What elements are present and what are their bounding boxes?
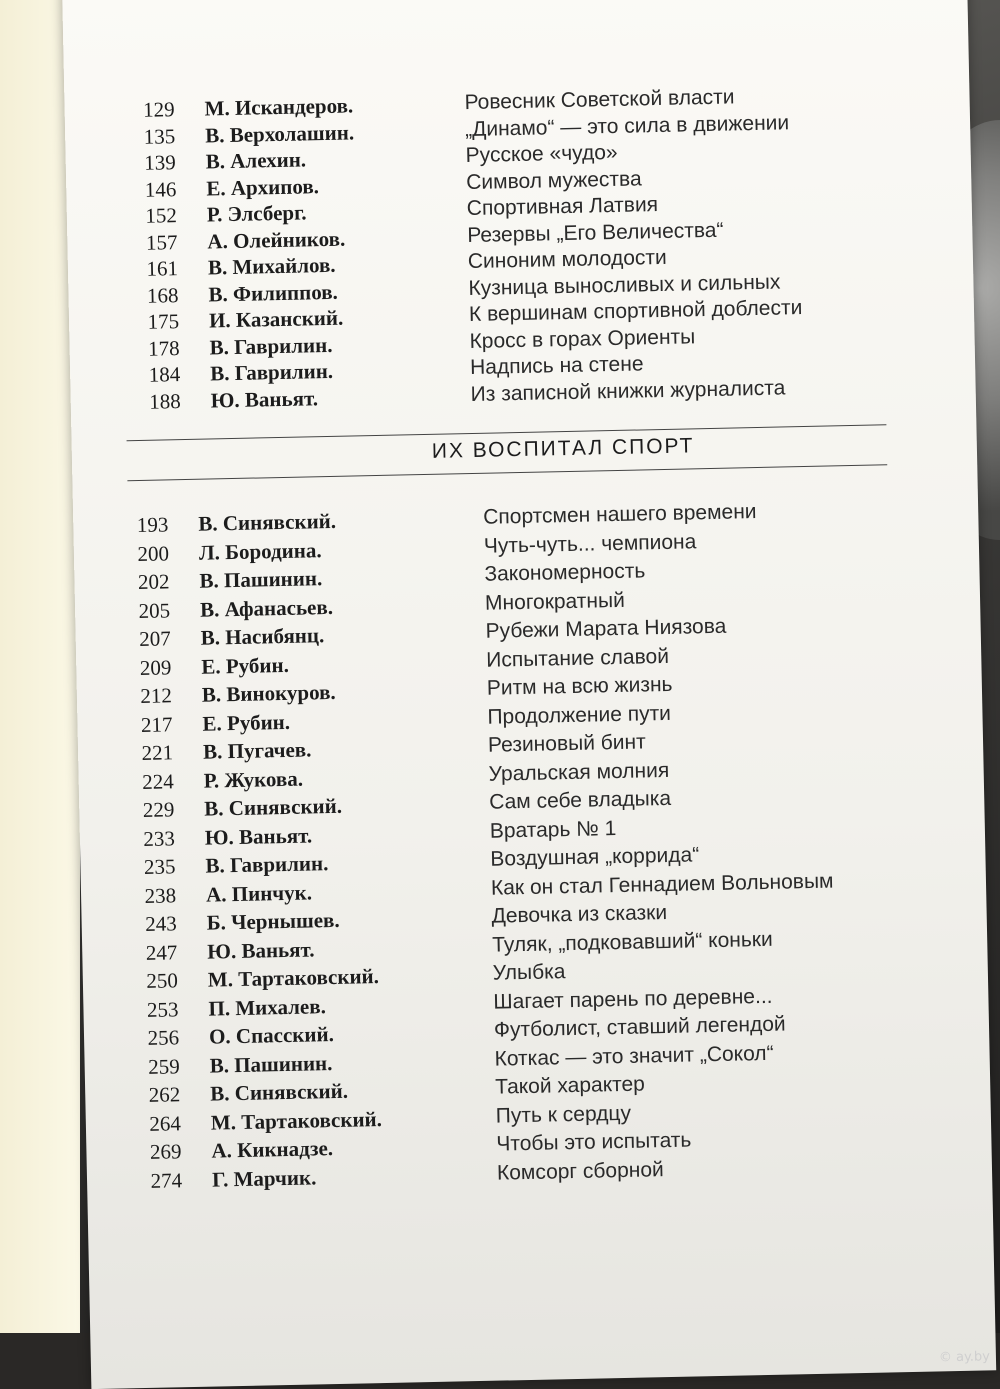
author-name: М. Тартаковский. bbox=[207, 964, 380, 992]
page-number: 188 bbox=[148, 388, 181, 414]
article-title: Закономерность bbox=[484, 559, 646, 586]
page-number: 129 bbox=[142, 97, 175, 122]
article-title: К вершинам спортивной доблести bbox=[468, 296, 803, 327]
author-name: М. Искандеров. bbox=[204, 93, 354, 121]
author-name: Р. Жукова. bbox=[203, 766, 304, 793]
article-title: Девочка из сказки bbox=[491, 901, 668, 928]
article-title: Надпись на стене bbox=[469, 352, 644, 380]
page-number: 224 bbox=[141, 768, 174, 794]
page-number: 135 bbox=[143, 123, 176, 149]
author-name: В. Афанасьев. bbox=[199, 594, 334, 622]
article-title: „Динамо“ — это сила в движении bbox=[464, 110, 790, 141]
article-title: Путь к сердцу bbox=[495, 1101, 632, 1128]
article-title: Продолжение пути bbox=[487, 701, 672, 729]
page-number: 184 bbox=[148, 362, 181, 387]
page-number: 253 bbox=[146, 996, 179, 1022]
article-title: Кросс в горах Ориенты bbox=[469, 324, 696, 353]
author-name: М. Тартаковский. bbox=[210, 1106, 383, 1135]
article-title: Синоним молодости bbox=[467, 245, 668, 274]
article-title: Чтобы это испытать bbox=[496, 1128, 692, 1156]
author-name: В. Насибянц. bbox=[200, 623, 325, 650]
author-name: Е. Рубин. bbox=[201, 652, 290, 679]
author-name: П. Михалев. bbox=[208, 993, 327, 1021]
article-title: Резиновый бинт bbox=[487, 730, 646, 757]
section-title: ИХ ВОСПИТАЛ СПОРТ bbox=[431, 434, 695, 463]
author-name: И. Казанский. bbox=[208, 305, 344, 333]
author-name: Е. Рубин. bbox=[202, 709, 291, 736]
page-number: 146 bbox=[144, 176, 177, 202]
article-title: Ровесник Советской власти bbox=[464, 85, 735, 115]
author-name: В. Верхолашин. bbox=[204, 119, 355, 148]
page-number: 238 bbox=[144, 882, 177, 908]
watermark: © ay.by bbox=[938, 1349, 991, 1366]
page-number: 175 bbox=[147, 309, 180, 334]
author-name: Ю. Ваньят. bbox=[207, 936, 315, 964]
page-number: 217 bbox=[140, 711, 173, 737]
page-number: 139 bbox=[143, 150, 176, 175]
author-name: В. Филиппов. bbox=[208, 279, 339, 306]
article-title: Рубежи Марата Ниязова bbox=[485, 614, 727, 643]
page-number: 193 bbox=[136, 512, 169, 538]
author-name: А. Пинчук. bbox=[205, 879, 313, 907]
author-name: Г. Марчик. bbox=[211, 1164, 317, 1192]
article-title: Чуть-чуть... чемпиона bbox=[483, 529, 697, 558]
author-name: Ю. Ваньят. bbox=[210, 385, 319, 412]
article-title: Улыбка bbox=[492, 960, 566, 985]
author-name: Б. Чернышев. bbox=[206, 907, 340, 935]
page-number: 274 bbox=[150, 1167, 183, 1193]
article-title: Как он стал Геннадием Вольновым bbox=[490, 869, 834, 900]
page-number: 157 bbox=[145, 229, 178, 255]
page-number: 161 bbox=[146, 256, 179, 281]
page-number: 269 bbox=[149, 1139, 182, 1164]
author-name: А. Кикнадзе. bbox=[211, 1136, 334, 1163]
page-number: 209 bbox=[139, 654, 172, 680]
page-number: 243 bbox=[144, 911, 177, 936]
section-rule-bottom bbox=[127, 464, 887, 481]
author-name: О. Спасский. bbox=[208, 1022, 335, 1049]
author-name: В. Михайлов. bbox=[207, 252, 336, 280]
article-title: Многократный bbox=[484, 588, 626, 615]
page-number: 178 bbox=[147, 335, 180, 361]
page-number: 250 bbox=[146, 968, 179, 993]
article-title: Вратарь № 1 bbox=[489, 816, 617, 843]
article-title: Кузница выносливых и сильных bbox=[468, 270, 781, 300]
page-number: 259 bbox=[147, 1053, 180, 1079]
article-title: Воздушная „коррида“ bbox=[490, 843, 700, 871]
table-of-contents bbox=[62, 0, 996, 1389]
article-title: Русское «чудо» bbox=[465, 140, 618, 168]
article-title: Спортсмен нашего времени bbox=[483, 500, 757, 529]
toc-entry bbox=[64, 80, 969, 122]
page-number: 200 bbox=[137, 540, 170, 566]
author-name: В. Синявский. bbox=[198, 508, 337, 536]
page-number: 262 bbox=[148, 1082, 181, 1107]
article-title: Футболист, ставший легендой bbox=[493, 1012, 786, 1042]
article-title: Сам себе владыка bbox=[488, 786, 672, 814]
page-number: 152 bbox=[145, 203, 178, 228]
article-title: Уральская молния bbox=[488, 758, 670, 786]
author-name: В. Пашинин. bbox=[209, 1050, 333, 1078]
author-name: В. Гаврилин. bbox=[205, 851, 329, 878]
page-number: 233 bbox=[143, 825, 176, 851]
author-name: А. Олейников. bbox=[207, 226, 346, 253]
author-name: В. Синявский. bbox=[210, 1078, 349, 1106]
toc-entry bbox=[73, 495, 978, 538]
article-title: Символ мужества bbox=[465, 166, 642, 194]
page-number: 229 bbox=[142, 797, 175, 822]
page-number: 221 bbox=[141, 740, 174, 765]
author-name: Е. Архипов. bbox=[206, 173, 320, 200]
article-title: Коткас — это значит „Сокол“ bbox=[494, 1041, 774, 1071]
author-name: В. Гаврилин. bbox=[209, 358, 334, 386]
page-number: 247 bbox=[145, 939, 178, 965]
article-title: Комсорг сборной bbox=[496, 1157, 665, 1185]
article-title: Спортивная Латвия bbox=[466, 193, 659, 221]
article-title: Ритм на всю жизнь bbox=[486, 672, 673, 700]
article-title: Из записной книжки журналиста bbox=[470, 375, 786, 406]
page-number: 202 bbox=[137, 569, 170, 595]
author-name: В. Синявский. bbox=[204, 793, 343, 821]
author-name: В. Пашинин. bbox=[199, 566, 323, 593]
page-number: 212 bbox=[140, 683, 173, 708]
author-name: В. Гаврилин. bbox=[209, 332, 333, 359]
author-name: В. Алехин. bbox=[205, 147, 307, 174]
author-name: Ю. Ваньят. bbox=[204, 822, 313, 850]
article-title: Резервы „Его Величества“ bbox=[467, 218, 724, 247]
page-number: 205 bbox=[138, 597, 171, 623]
author-name: В. Пугачев. bbox=[202, 737, 312, 764]
page-number: 256 bbox=[147, 1025, 180, 1050]
page-number: 264 bbox=[149, 1110, 182, 1136]
page-number: 168 bbox=[146, 282, 179, 308]
article-title: Испытание славой bbox=[485, 644, 670, 672]
book-page bbox=[62, 0, 996, 1389]
article-title: Туляк, „подковавший“ коньки bbox=[491, 927, 773, 957]
page-number: 207 bbox=[138, 626, 171, 652]
author-name: В. Винокуров. bbox=[201, 679, 336, 707]
author-name: Р. Элсберг. bbox=[206, 200, 307, 227]
author-name: Л. Бородина. bbox=[198, 537, 322, 565]
article-title: Шагает парень по деревне... bbox=[493, 984, 773, 1014]
page-number: 235 bbox=[143, 854, 176, 879]
article-title: Такой характер bbox=[494, 1072, 646, 1099]
